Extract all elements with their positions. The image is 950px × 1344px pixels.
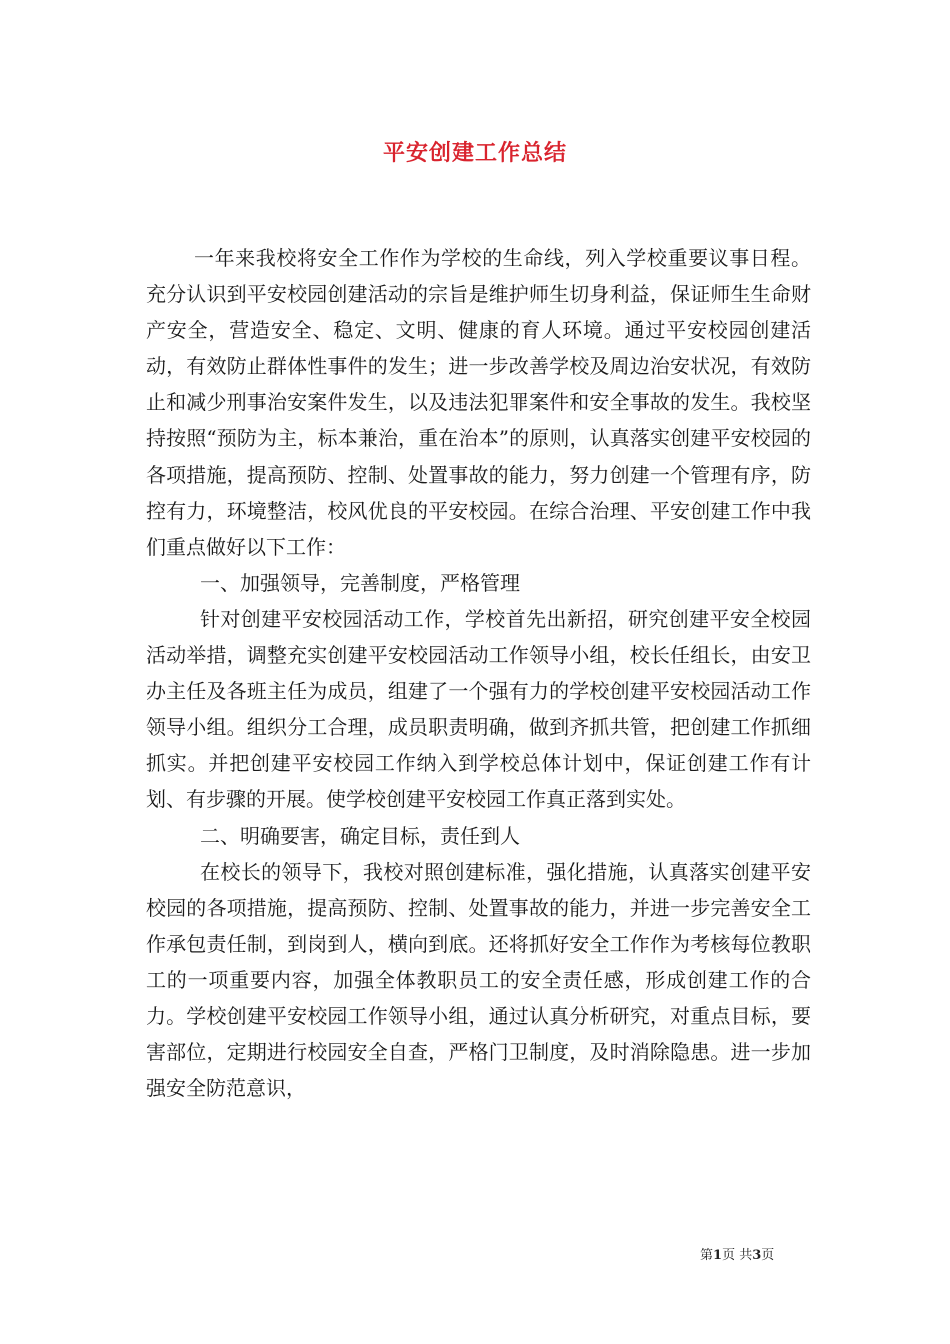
section-heading-2: 二、明确要害，确定目标，责任到人 [200,823,520,848]
section-paragraph-2: 在校长的领导下，我校对照创建标准，强化措施，认真落实创建平安校园的各项措施，提高预防、控制、处置事故的能力，并进一步完善安全工作承包责任制，到岗到人，横向到底。还将抓好安全工作作为考核每位教职工的一项重要内容，加强全体教职员工的安全责任感，形成创建工作的合力。学校创建平安校园工作领导小组，通过认真分析研究，对重点目标，要害部位，定期进行校园安全自查，严格门卫制度，及时消除隐患。进一步加强安全防范意识， [146,859,811,1101]
document-title: 平安创建工作总结 [382,140,567,166]
total-page-number: 3 [752,1248,762,1263]
page-number-suffix: 页 [761,1248,775,1263]
document-body [146,240,811,1106]
current-page-number: 1 [713,1248,723,1263]
page-number-prefix: 第 [700,1248,714,1263]
section-paragraph-1: 针对创建平安校园活动工作，学校首先出新招，研究创建平安全校园活动举措，调整充实创建平安校园活动工作领导小组，校长任组长，由安卫办主任及各班主任为成员，组建了一个强有力的学校创建平安校园活动工作领导小组。组织分工合理，成员职责明确，做到齐抓共管，把创建工作抓细抓实。并把创建平安校园工作纳入到学校总体计划中，保证创建工作有计划、有步骤的开展。使学校创建平安校园工作真正落到实处。 [146,606,811,812]
intro-paragraph: 一年来我校将安全工作作为学校的生命线，列入学校重要议事日程。充分认识到平安校园创建活动的宗旨是维护师生切身利益，保证师生生命财产安全，营造安全、稳定、文明、健康的育人环境。通过平安校园创建活动，有效防止群体性事件的发生；进一步改善学校及周边治安状况，有效防止和减少刑事治安案件发生，以及违法犯罪案件和安全事故的发生。我校坚持按照“预防为主，标本兼治，重在治本”的原则，认真落实创建平安校园的各项措施，提高预防、控制、处置事故的能力，努力创建一个管理有序，防控有力，环境整洁，校风优良的平安校园。在综合治理、平安创建工作中我们重点做好以下工作： [146,246,811,559]
page-number-middle: 页 共 [722,1248,753,1263]
section-heading-1: 一、加强领导，完善制度，严格管理 [200,570,520,595]
page-footer [700,1244,820,1263]
